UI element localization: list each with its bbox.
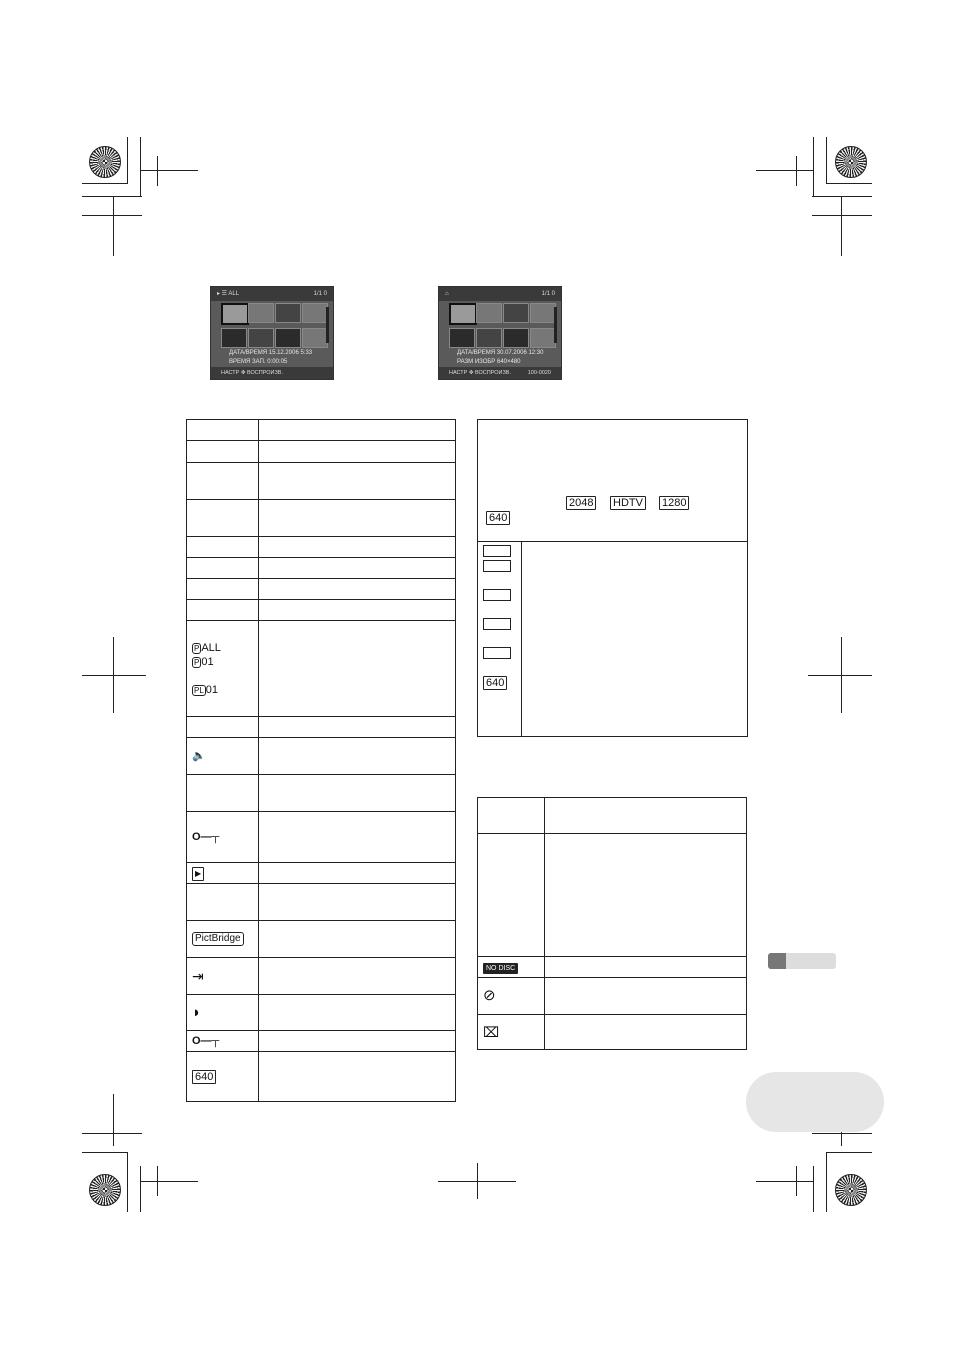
cell — [478, 1015, 545, 1050]
playlist-all-indicator: P ALL — [194, 641, 221, 654]
crop-line — [140, 1181, 198, 1182]
cell — [187, 884, 259, 921]
cell — [258, 863, 455, 884]
page-number-bubble — [746, 1072, 884, 1132]
lcd-top-left: ▸ ☰ ALL — [217, 291, 240, 297]
crop-line — [113, 637, 114, 713]
thumbnail-grid — [449, 303, 553, 348]
screenshot-photo-playback — [438, 286, 562, 380]
cell — [187, 500, 259, 537]
cell — [187, 775, 259, 812]
crop-line — [826, 137, 827, 183]
crop-line — [157, 156, 158, 186]
thumbnail[interactable] — [275, 303, 301, 323]
cell — [478, 834, 545, 957]
crop-line — [841, 637, 842, 713]
cell — [258, 463, 455, 500]
lcd-info — [457, 349, 543, 367]
cell — [544, 798, 746, 834]
playlist-pl01-indicator: PL 01 — [194, 683, 219, 696]
cell — [258, 579, 455, 600]
cell — [187, 441, 259, 463]
crop-line — [140, 1166, 141, 1212]
no-disc-icon: NO DISC — [483, 963, 518, 974]
lcd-top-right: 1/1 0 — [313, 291, 327, 297]
size-box-icon — [483, 589, 511, 601]
crop-line — [113, 1094, 114, 1146]
thumbnail[interactable] — [530, 328, 556, 348]
crop-line — [140, 170, 198, 171]
cell — [544, 834, 746, 957]
cell — [258, 441, 455, 463]
cell — [187, 537, 259, 558]
cell — [258, 500, 455, 537]
crop-line — [82, 675, 146, 676]
info-value: 30.07.2006 12:30 — [496, 350, 544, 356]
cell — [187, 921, 259, 958]
size-box-icon — [483, 618, 511, 630]
info-value: 15.12.2006 5:33 — [268, 350, 313, 356]
lcd-scrollbar — [554, 307, 557, 343]
cell — [478, 798, 545, 834]
cell — [187, 812, 259, 863]
crop-line — [82, 215, 142, 216]
left-indicator-table — [186, 419, 456, 1102]
cell — [187, 463, 259, 500]
cell — [258, 921, 455, 958]
cell — [187, 863, 259, 884]
thumbnail[interactable] — [476, 328, 502, 348]
crop-line — [127, 1152, 128, 1212]
lcd-bottom-bar: НАСТР ✥ ВОСПРОИЗВ. — [211, 367, 333, 379]
cell — [258, 812, 455, 863]
crop-line — [127, 137, 128, 183]
picture-size-header — [478, 420, 747, 542]
crop-line — [113, 196, 114, 256]
spacer — [192, 669, 253, 683]
crop-line — [812, 1133, 872, 1134]
info-value: 640×480 — [496, 359, 521, 365]
thumbnail[interactable] — [503, 328, 529, 348]
registration-sunburst-top-left — [89, 146, 121, 178]
crop-line — [812, 215, 872, 216]
section-tab-marker — [768, 953, 786, 969]
dpof-icon: ◗ — [192, 1003, 202, 1021]
size-box-icon — [483, 560, 511, 572]
play-icon: ▶ — [192, 866, 253, 881]
lcd-info — [229, 349, 312, 367]
crop-line — [841, 196, 842, 256]
thumbnail[interactable] — [248, 328, 274, 348]
cell — [478, 957, 545, 978]
crop-line — [756, 170, 814, 171]
crop-line — [756, 1181, 814, 1182]
cell — [187, 717, 259, 738]
cell — [258, 995, 455, 1031]
size-hdtv-icon: HDTV — [610, 496, 646, 510]
crop-line — [82, 1133, 142, 1134]
crop-line — [813, 1166, 814, 1212]
cell — [258, 717, 455, 738]
lcd-bottom-left: НАСТР ✥ ВОСПРОИЗВ. — [449, 370, 511, 376]
size-box-icon — [483, 545, 511, 557]
size-640-icon: 640 — [483, 676, 507, 690]
key-icon: O—┬ — [192, 831, 220, 843]
lcd-top-bar — [439, 287, 561, 301]
thumbnail[interactable] — [221, 303, 249, 325]
cell — [258, 884, 455, 921]
info-label: РАЗМ ИЗОБР — [457, 359, 496, 365]
thumbnail[interactable] — [503, 303, 529, 323]
thumbnail[interactable] — [449, 303, 477, 325]
playlist-icons-cell — [187, 621, 259, 717]
crop-line — [477, 1163, 478, 1199]
crop-line — [140, 137, 141, 197]
thumbnail[interactable] — [302, 303, 328, 323]
cell — [258, 738, 455, 775]
cell — [187, 738, 259, 775]
crop-line — [157, 1166, 158, 1196]
cell — [258, 558, 455, 579]
crop-line — [826, 1152, 827, 1212]
cell — [187, 1031, 259, 1052]
registration-sunburst-bottom-right — [835, 1174, 867, 1206]
info-label: ДАТА/ВРЕМЯ — [457, 350, 496, 356]
picture-size-icon-column — [478, 542, 522, 736]
cell — [187, 420, 259, 441]
crop-line — [796, 156, 797, 186]
crop-line — [826, 183, 872, 184]
screenshot-video-playback — [210, 286, 334, 380]
crop-line — [796, 1166, 797, 1196]
cell — [258, 775, 455, 812]
pictbridge-icon: PictBridge — [192, 932, 244, 946]
export-icon: ⇥ — [192, 968, 204, 984]
registration-sunburst-bottom-left — [89, 1174, 121, 1206]
cell — [258, 958, 455, 995]
cell — [258, 537, 455, 558]
cell — [258, 420, 455, 441]
cell — [544, 957, 746, 978]
crop-line — [826, 1152, 872, 1153]
thumbnail[interactable] — [476, 303, 502, 323]
lcd-scrollbar — [326, 307, 329, 343]
warning-indicator-table — [477, 797, 747, 1050]
size-640-icon: 640 — [486, 511, 510, 525]
card-warning-icon: ⌧ — [483, 1024, 500, 1040]
picture-size-panel — [477, 419, 748, 737]
cell — [187, 600, 259, 621]
thumbnail-grid — [221, 303, 325, 348]
info-label: ДАТА/ВРЕМЯ — [229, 350, 268, 356]
thumbnail[interactable] — [275, 328, 301, 348]
size-1280-icon: 1280 — [659, 496, 689, 510]
section-tab — [768, 953, 836, 969]
cell — [258, 1052, 455, 1102]
lcd-top-right: 1/1 0 — [541, 291, 555, 297]
size-640-icon: 640 — [192, 1070, 216, 1084]
info-value: 0:00:05 — [267, 359, 288, 365]
thumbnail[interactable] — [449, 328, 475, 348]
crop-line — [82, 1152, 128, 1153]
playlist-01-indicator: P 01 — [194, 655, 214, 668]
disc-warning-icon: ⊘ — [483, 987, 496, 1004]
cell — [258, 1031, 455, 1052]
lcd-top-bar — [211, 287, 333, 301]
cell — [258, 600, 455, 621]
crop-line — [808, 675, 872, 676]
cell — [478, 978, 545, 1015]
thumbnail[interactable] — [302, 328, 328, 348]
thumbnail[interactable] — [221, 328, 247, 348]
crop-line — [812, 196, 872, 197]
crop-line — [82, 183, 128, 184]
file-number: 100-0020 — [527, 370, 551, 376]
cell — [187, 995, 259, 1031]
key-icon: O—┬ — [192, 1035, 220, 1047]
cell — [187, 1052, 259, 1102]
size-2048-icon: 2048 — [566, 496, 596, 510]
crop-line — [82, 196, 142, 197]
lcd-bottom-bar — [439, 367, 561, 379]
cell — [258, 621, 455, 717]
thumbnail[interactable] — [530, 303, 556, 323]
cell — [544, 1015, 746, 1050]
cell — [187, 558, 259, 579]
cell — [187, 579, 259, 600]
cell — [187, 958, 259, 995]
info-label: ВРЕМЯ ЗАП. — [229, 359, 266, 365]
size-box-icon — [483, 647, 511, 659]
registration-sunburst-top-right — [835, 146, 867, 178]
thumbnail[interactable] — [248, 303, 274, 323]
cell — [544, 978, 746, 1015]
camera-icon: ⌂ — [445, 291, 449, 297]
crop-line — [813, 137, 814, 197]
speaker-icon: 🔈 — [192, 750, 206, 762]
